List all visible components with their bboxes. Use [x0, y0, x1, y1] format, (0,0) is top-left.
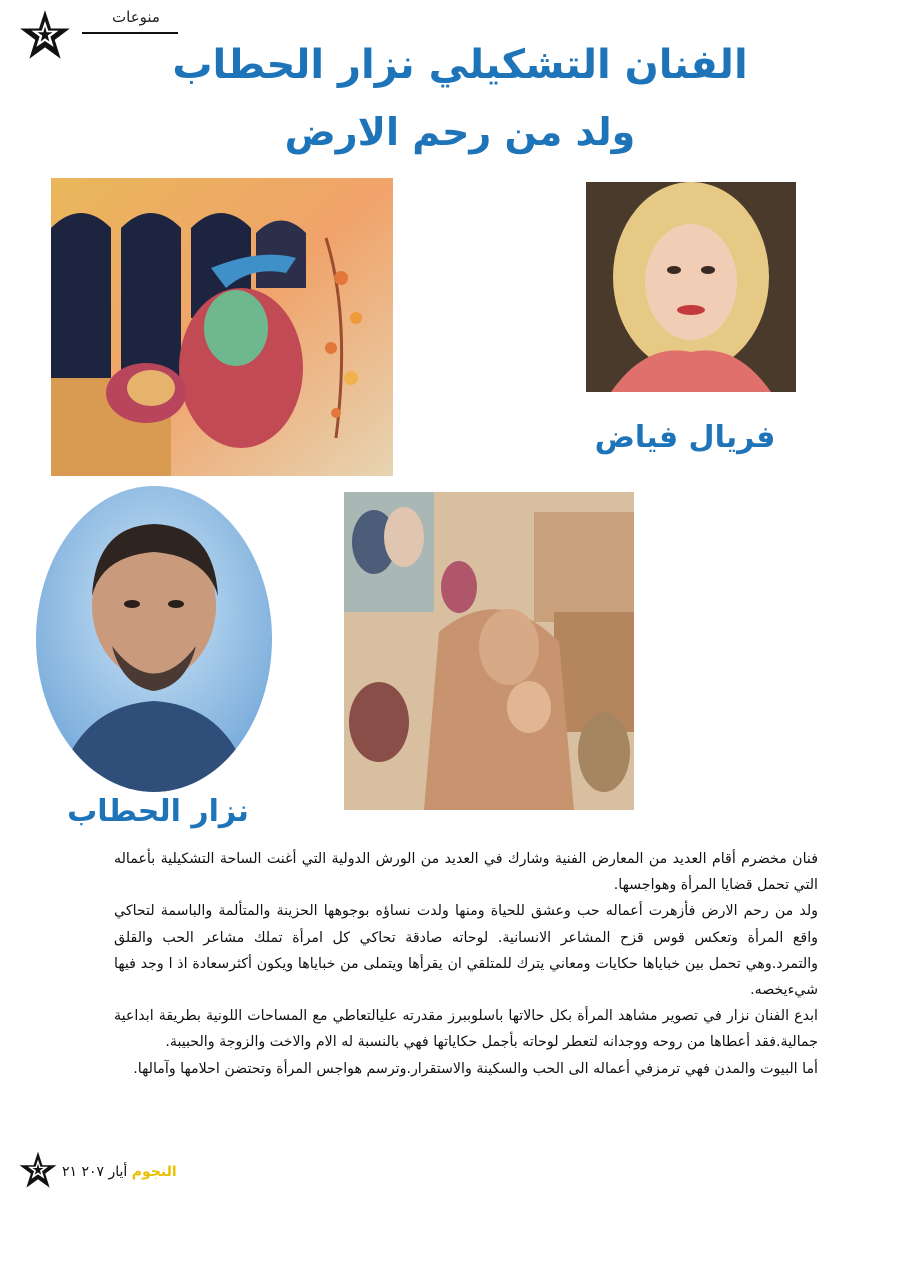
star-logo-icon: [18, 1150, 58, 1190]
page-footer: [62, 1164, 177, 1180]
headline-title: الفنان التشكيلي نزار الحطاب: [172, 42, 748, 88]
caption-feryal: فريال فياض: [594, 420, 776, 455]
footer-brand: النجوم: [131, 1164, 177, 1180]
article-paragraph: فنان مخضرم أقام العديد من المعارض الفنية وشارك في العديد من الورش الدولية التي أغنت الساحة التشكيلية بأعماله التي تحمل قضايا المرأة وهواجسها.: [114, 851, 818, 894]
section-label: منوعات: [112, 8, 160, 26]
article-paragraph: ولد من رحم الارض فأزهرت أعماله حب وعشق للحياة ومنها ولدت نساؤه بوجوهها الحزينة والمتألمة والباسمة لتحاكي واقع المرأة وتعكس قوس قزح المشاعر الانسانية. لوحاته صادقة تحاكي كل امرأة تملك مشاعر الحب والقلق والتمرد.وهي تحمل بين خباياها حكايات ومعاني يترك للمتلقي ان يقرأها ويتملى من خباياها ويكون أكثرسعادة اذ ا وجد فيها شيءيخصه.: [114, 903, 818, 999]
article-paragraph: أما البيوت والمدن فهي ترمزفي أعماله الى الحب والسكينة والاستقرار.وترسم هواجس المرأة وتحتضن احلامها وآمالها.: [133, 1060, 818, 1077]
caption-nizar: نزار الحطاب: [67, 794, 249, 829]
painting-mother-child: [344, 492, 634, 810]
article-body: [114, 846, 818, 1082]
footer-page-number: ٢١: [62, 1164, 78, 1180]
article-paragraph: ابدع الفنان نزار في تصوير مشاهد المرأة بكل حالاتها باسلوببرز مقدرته عليالتعاطي مع المساحات اللونية بطريقة ابداعية جمالية.فقد أعطاها من روحه ووجدانه لتعطر لوحاته بأجمل حكاياتها فهي بالنسبة له الام والاخت والزوجة والحبيبة.: [114, 1008, 818, 1051]
portrait-nizar-al-hattab: [36, 486, 272, 792]
painting-women-arches: [51, 178, 393, 476]
portrait-feryal-fayyad: [586, 182, 796, 392]
section-rule: [82, 32, 178, 34]
footer-issue: أيار ٢٠٧: [81, 1164, 128, 1180]
headline-subtitle: ولد من رحم الارض: [284, 110, 636, 154]
star-logo-icon: [18, 8, 72, 62]
